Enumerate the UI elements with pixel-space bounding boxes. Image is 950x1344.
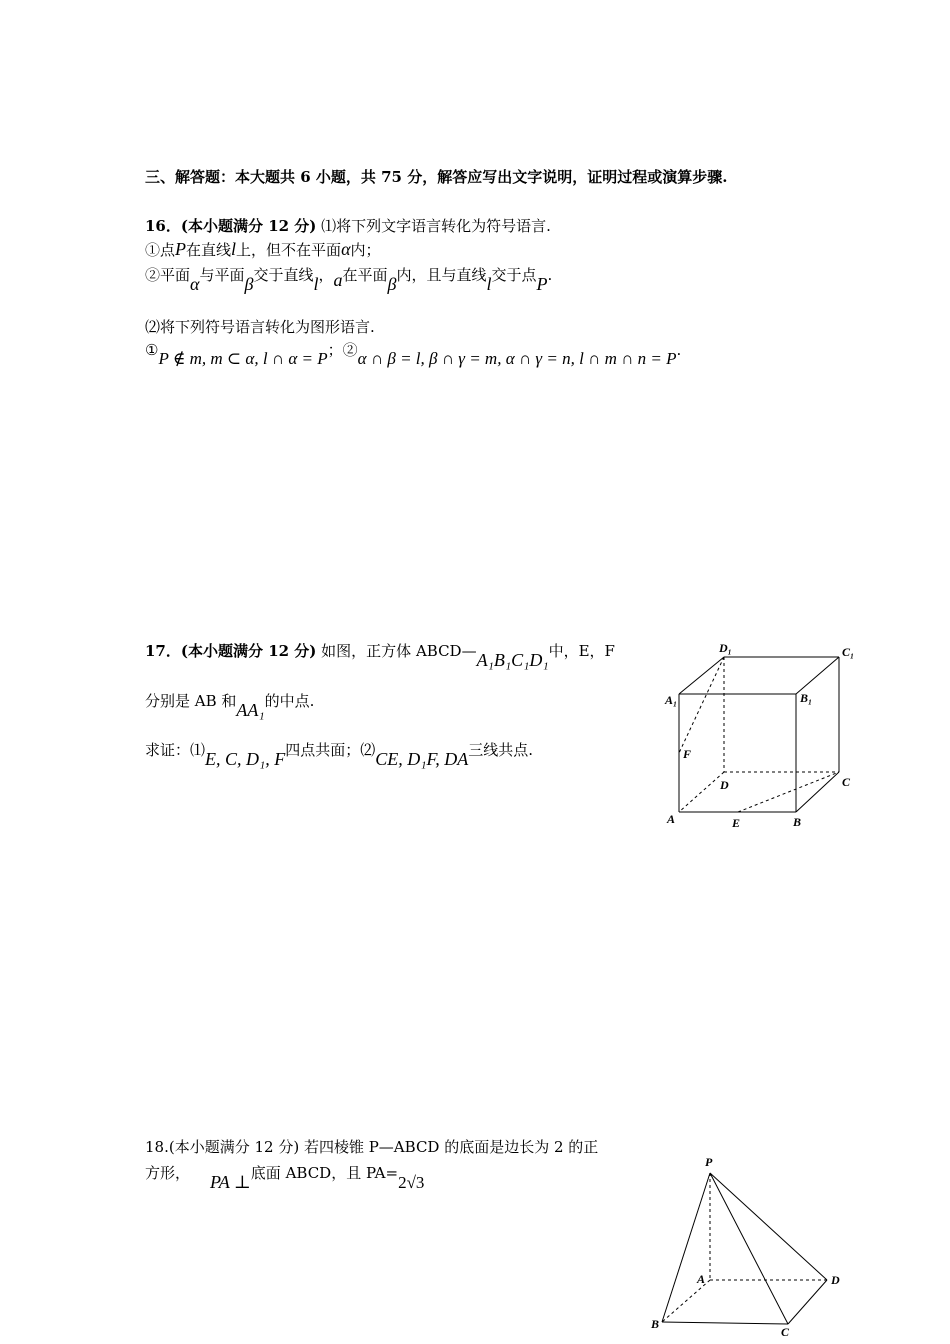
- cube-label-a1: A₁: [665, 693, 678, 707]
- q16-header-line: [145, 215, 551, 236]
- q16-item2-point-p: P: [536, 274, 548, 294]
- section-heading: 三、解答题：本大题共 6 小题，共 75 分，解答应写出文字说明，证明过程或演算步骤.: [145, 168, 728, 186]
- q16-item2-plane-alpha: α: [190, 274, 200, 294]
- q16-item1: [145, 239, 381, 260]
- q16-item2-text: 交于点: [491, 266, 537, 284]
- q16-sub1-number: ①: [145, 341, 159, 359]
- q16-item2-text: .: [547, 266, 553, 284]
- q16-item1-text: ①点: [145, 241, 176, 259]
- q16-item2-text: 内，且与直线: [396, 266, 487, 284]
- cube-label-f: F: [683, 747, 692, 761]
- pyramid-label-d: D: [831, 1273, 840, 1287]
- q16-item2-text: 交于直线: [253, 266, 314, 284]
- q17-line1-text: 中，E，F: [548, 642, 615, 660]
- q16-part2-intro: ⑵将下列符号语言转化为图形语言.: [145, 318, 375, 336]
- q17-line3: [145, 739, 534, 769]
- cube-label-c1: C₁: [842, 645, 855, 659]
- q16-item2-text: ，: [318, 266, 334, 284]
- q17-coplanar-formula: E, C, D₁, F: [205, 749, 286, 769]
- q18-perpendicular-formula: PA ⊥: [210, 1172, 251, 1192]
- cube-label-d1: D₁: [719, 641, 732, 655]
- q17-line1-text: 如图，正方体 ABCD—: [321, 642, 477, 660]
- pyramid-label-p: P: [705, 1155, 713, 1169]
- pyramid-label-c: C: [781, 1325, 790, 1339]
- q18-line1: 18.(本小题满分 12 分) 若四棱锥 P—ABCD 的底面是边长为 2 的正: [145, 1138, 599, 1156]
- q16-item2-line-l: l: [486, 274, 492, 294]
- q16-item2-plane-beta: β: [387, 274, 397, 294]
- q18-line2-text: 方形，: [145, 1164, 191, 1182]
- q17-line3-text: 求证：⑴: [145, 741, 206, 759]
- q16-sub1-formula: P ∉ m, m ⊂ α, l ∩ α = P: [158, 349, 328, 368]
- q16-item2-line-a: a: [333, 270, 343, 290]
- q18-length-formula: 2√3: [398, 1173, 425, 1192]
- q17-line1: [145, 640, 615, 670]
- q16-item1-text: 在直线: [186, 241, 232, 259]
- q16-sub2-number: ②: [342, 341, 358, 359]
- cube-label-e: E: [732, 816, 741, 830]
- pyramid-figure: [645, 1150, 865, 1344]
- q18-line2-text: 底面 ABCD，且 PA=: [250, 1164, 399, 1182]
- pyramid-label-b: B: [651, 1317, 660, 1331]
- pyramid-label-a: A: [697, 1272, 706, 1286]
- q16-heading: 16．(本小题满分 12 分): [145, 217, 317, 235]
- q16-item2-text: 与平面: [199, 266, 245, 284]
- q16-item1-line-l: l: [231, 239, 237, 259]
- q16-part1-intro: ⑴将下列文字语言转化为符号语言.: [321, 217, 551, 235]
- cube-label-b1: B₁: [800, 691, 813, 705]
- q16-part2-items: [145, 340, 682, 368]
- q17-edge-formula: AA₁: [236, 700, 265, 720]
- q17-line3-text: 三线共点.: [468, 741, 534, 759]
- q17-line2-text: 分别是 AB 和: [145, 692, 237, 710]
- q16-item2-text: 在平面: [342, 266, 388, 284]
- q16-item1-point-p: P: [175, 239, 187, 259]
- q17-cube-top-face-formula: A₁B₁C₁D₁: [476, 650, 549, 670]
- q16-sub2-text: .: [676, 341, 682, 359]
- q17-line2-text: 的中点.: [264, 692, 315, 710]
- q17-heading: 17．(本小题满分 12 分): [145, 642, 317, 660]
- cube-label-c: C: [842, 775, 851, 789]
- cube-label-d: D: [720, 778, 729, 792]
- q16-item2-text: ②平面: [145, 266, 191, 284]
- q17-concurrent-formula: CE, D₁F, DA: [375, 749, 469, 769]
- q16-item1-text: 上，但不在平面: [236, 241, 342, 259]
- q16-separator: ；: [327, 341, 343, 359]
- q16-item1-text: 内；: [350, 241, 381, 259]
- q16-item1-plane-alpha: α: [341, 239, 351, 259]
- cube-label-b: B: [793, 815, 802, 829]
- q16-sub2-formula: α ∩ β = l, β ∩ γ = m, α ∩ γ = n, l ∩ m ∩ n = P: [357, 349, 677, 368]
- cube-label-a: A: [667, 812, 676, 826]
- cube-figure: [650, 630, 880, 840]
- q16-item2-line-l: l: [313, 274, 319, 294]
- q18-line2: [145, 1162, 425, 1192]
- q16-item2-plane-beta: β: [244, 274, 254, 294]
- q17-line2: [145, 690, 315, 720]
- q16-item2: [145, 264, 553, 294]
- q17-line3-text: 四点共面；⑵: [285, 741, 376, 759]
